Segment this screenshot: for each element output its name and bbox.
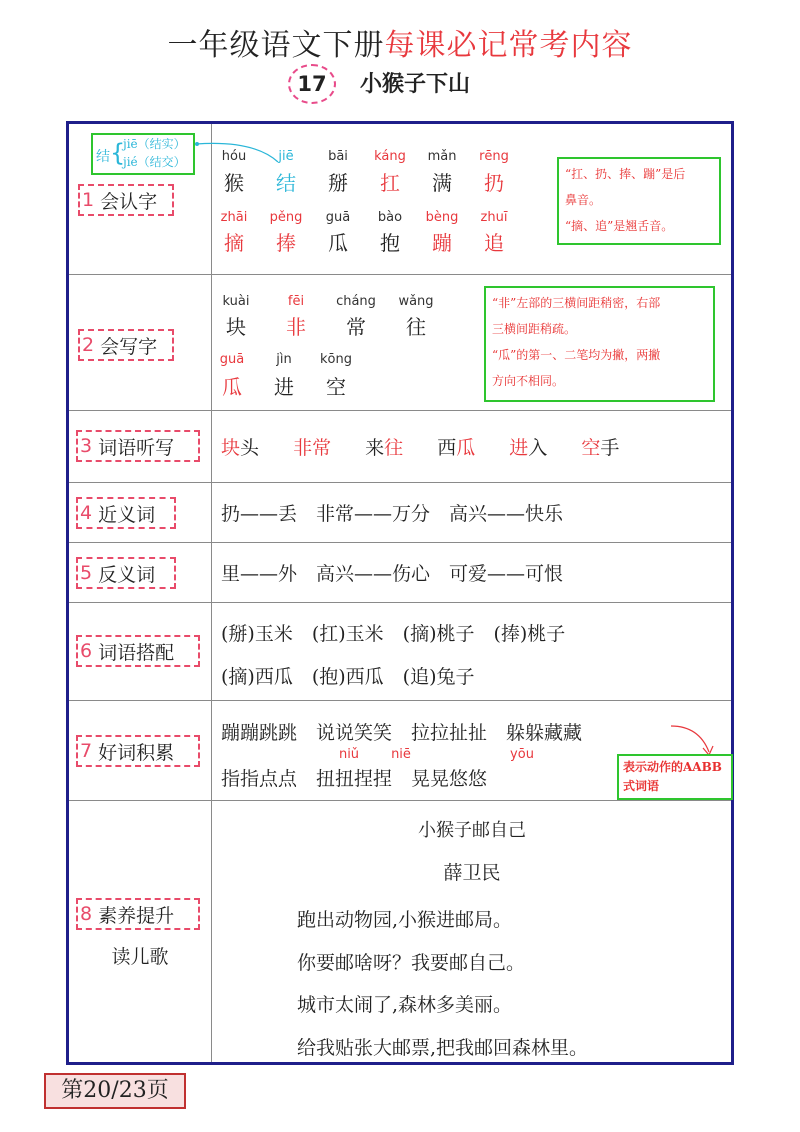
- poem-line: 给我贴张大邮票,把我邮回森林里。: [297, 1037, 589, 1059]
- section-8-subtitle: 读儿歌: [111, 946, 169, 968]
- note-box-2: [484, 286, 715, 402]
- poem-line: 你要邮啥呀？我要邮自己。: [297, 952, 526, 974]
- character: 空: [326, 375, 346, 399]
- section-number: 4: [80, 502, 93, 524]
- section-5-label: [76, 557, 176, 589]
- word-part: 来: [365, 437, 385, 459]
- section-2-label: [78, 329, 174, 361]
- poem-line: 城市太闹了,森林多美丽。: [297, 994, 513, 1016]
- word-part: 头: [240, 437, 260, 459]
- word-part: 往: [384, 437, 404, 459]
- polyphone-box: [91, 133, 195, 175]
- word-part: 非常: [293, 437, 332, 459]
- section-title: 素养提升: [98, 904, 175, 927]
- character: 常: [346, 315, 366, 339]
- collocation-line-2: (摘)西瓜 (抱)西瓜 (追)兔子: [221, 666, 475, 688]
- note-line: “摘、追”是翘舌音。: [565, 219, 674, 233]
- note-line: “非”左部的三横间距稍密，右部: [492, 296, 661, 310]
- lesson-header: [0, 64, 800, 104]
- pinyin-label: hóu: [221, 149, 247, 164]
- row-divider: [69, 410, 731, 411]
- column-divider: [211, 124, 212, 1062]
- pinyin-label: zhāi: [220, 210, 248, 225]
- pinyin-label: rēng: [479, 149, 509, 164]
- lesson-title: 小猴子下山: [360, 72, 471, 97]
- polyphone-reading-2: jié（结交）: [123, 155, 186, 169]
- character: 瓜: [328, 231, 348, 255]
- section-number: 5: [80, 562, 93, 584]
- row-divider: [69, 602, 731, 603]
- note-line: 式词语: [623, 779, 660, 793]
- character: 猴: [224, 171, 244, 195]
- lesson-number: 17: [288, 64, 336, 104]
- section-title: 词语听写: [98, 436, 175, 459]
- word-part: 入: [528, 437, 548, 459]
- pointer-arrow: [669, 724, 719, 758]
- collocation-line-1: (掰)玉米 (扛)玉米 (摘)桃子 (捧)桃子: [221, 623, 566, 645]
- section-3-label: [76, 430, 200, 462]
- row-divider: [69, 800, 731, 801]
- title-red: 每课必记常考内容: [384, 28, 633, 63]
- note-line: 三横间距稍疏。: [492, 322, 577, 336]
- polyphone-char: 结: [96, 149, 110, 165]
- pinyin-label: guā: [219, 352, 245, 367]
- section-title: 词语搭配: [98, 641, 175, 664]
- pinyin-label: mǎn: [427, 149, 457, 164]
- character: 进: [274, 375, 294, 399]
- pinyin-nie: niē: [391, 747, 411, 762]
- note-box-1: [557, 157, 721, 245]
- word-part: 空: [581, 437, 601, 459]
- row-divider: [69, 274, 731, 275]
- section-title: 会写字: [100, 335, 158, 358]
- character: 捧: [276, 231, 296, 255]
- pinyin-label: jiē: [278, 149, 294, 164]
- pinyin-label: zhuī: [480, 210, 508, 225]
- row-divider: [69, 542, 731, 543]
- pinyin-label: bāi: [328, 149, 348, 164]
- character: 抱: [380, 231, 400, 255]
- section-number: 2: [82, 334, 95, 356]
- section-title: 反义词: [98, 563, 156, 586]
- row-divider: [69, 482, 731, 483]
- antonyms-text: 里——外 高兴——伤心 可爱——可恨: [221, 563, 564, 585]
- synonyms-text: 扔——丢 非常——万分 高兴——快乐: [221, 503, 564, 525]
- poem-author: 薛卫民: [443, 862, 501, 884]
- note-line: 鼻音。: [565, 193, 602, 207]
- pinyin-label: kōng: [320, 352, 352, 367]
- character: 追: [484, 231, 504, 255]
- pinyin-label: pěng: [269, 210, 303, 225]
- character: 蹦: [432, 231, 452, 255]
- pinyin-label: bào: [377, 210, 403, 225]
- word-part: 瓜: [456, 437, 476, 459]
- dictation-words: [221, 433, 619, 460]
- pinyin-label: cháng: [336, 294, 376, 309]
- section-title: 会认字: [100, 190, 158, 213]
- section-8-label: [76, 898, 200, 930]
- good-words-line-2: 指指点点 扭扭捏捏 晃晃悠悠: [221, 768, 488, 790]
- section-number: 1: [82, 189, 95, 211]
- character: 摘: [224, 231, 244, 255]
- page-indicator: 第20/23页: [44, 1073, 186, 1109]
- section-number: 6: [80, 640, 93, 662]
- character: 掰: [328, 171, 348, 195]
- word-part: 手: [600, 437, 620, 459]
- pinyin-label: bèng: [425, 210, 459, 225]
- pinyin-label: guā: [325, 210, 351, 225]
- section-number: 7: [80, 740, 93, 762]
- good-words-line-1: 蹦蹦跳跳 说说笑笑 拉拉扯扯 躲躲藏藏: [221, 722, 583, 744]
- pinyin-label: jìn: [276, 352, 292, 367]
- section-number: 8: [80, 903, 93, 925]
- character: 满: [432, 171, 452, 195]
- section-4-label: [76, 497, 176, 529]
- word-part: 块: [221, 437, 241, 459]
- content-table: [66, 121, 734, 1065]
- section-1-label: [78, 184, 174, 216]
- poem-title: 小猴子邮自己: [418, 820, 526, 841]
- note-line: 表示动作的AABB: [623, 760, 722, 774]
- word-part: 进: [509, 437, 529, 459]
- character: 块: [226, 315, 246, 339]
- note-box-3: [617, 754, 733, 800]
- pinyin-label: wǎng: [398, 294, 434, 309]
- note-line: “瓜”的第一、二笔均为撇，两撇: [492, 348, 661, 362]
- poem-line: 跑出动物园,小猴进邮局。: [297, 909, 513, 931]
- note-line: “扛、扔、捧、蹦”是后: [565, 167, 686, 181]
- title-black: 一年级语文下册: [167, 28, 385, 63]
- section-title: 好词积累: [98, 741, 175, 764]
- pinyin-label: káng: [374, 149, 406, 164]
- pinyin-label: kuài: [222, 294, 250, 309]
- character: 非: [286, 315, 306, 339]
- character: 结: [276, 171, 296, 195]
- character: 往: [406, 315, 426, 339]
- section-title: 近义词: [98, 503, 156, 526]
- character: 扔: [484, 171, 504, 195]
- page-title: [0, 20, 800, 64]
- brace-icon: {: [110, 139, 126, 167]
- polyphone-reading-1: jiē（结实）: [123, 137, 186, 151]
- character: 扛: [380, 171, 400, 195]
- section-number: 3: [80, 435, 93, 457]
- row-divider: [69, 700, 731, 701]
- pinyin-label: fēi: [287, 294, 305, 309]
- pinyin-niu: niǔ: [338, 747, 360, 762]
- note-line: 方向不相同。: [492, 374, 565, 388]
- pinyin-you: yōu: [510, 747, 534, 762]
- section-6-label: [76, 635, 200, 667]
- word-part: 西: [437, 437, 457, 459]
- section-7-label: [76, 735, 200, 767]
- character: 瓜: [222, 375, 242, 399]
